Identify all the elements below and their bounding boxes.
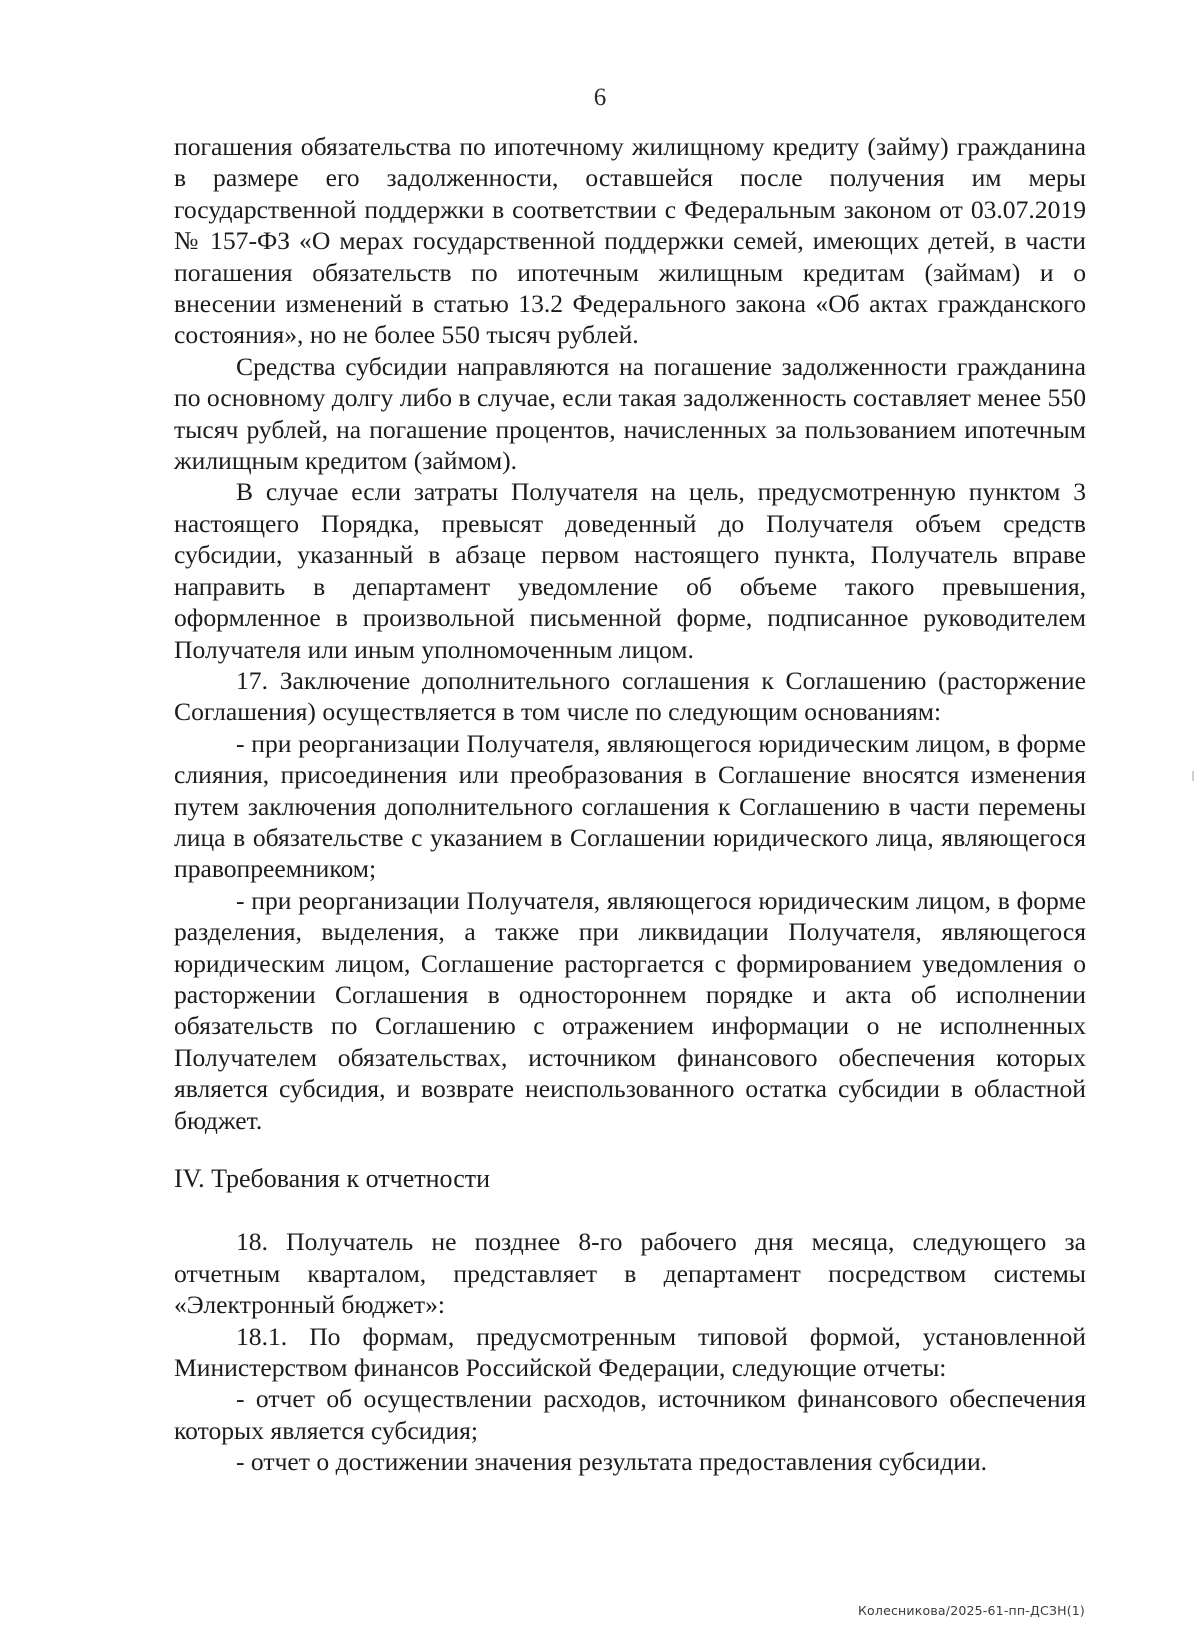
- paragraph-costs-exceed: В случае если затраты Получателя на цель, предусмотренную пунктом 3 настоящего Порядка, превысят доведенный до Получателя объем средств субсидии, указанный в абзаце первом настоящего пункта, Получатель вправе направить в департамент уведомление об объеме такого превышения, оформленное в произвольной письменной форме, подписанное руководителем Получателя или иным уполномоченным лицом.: [174, 477, 1086, 664]
- document-text: [174, 131, 1086, 1478]
- paragraph-item-18-1: 18.1. По формам, предусмотренным типовой формой, установленной Министерством финансов Российской Федерации, следующие отчеты:: [174, 1321, 1086, 1383]
- paragraph-item-18: 18. Получатель не позднее 8-го рабочего дня месяца, следующего за отчетным кварталом, представляет в департамент посредством системы «Электронный бюджет»:: [174, 1227, 1086, 1320]
- section-heading: IV. Требования к отчетности: [174, 1164, 491, 1193]
- page-number: 6: [593, 84, 607, 111]
- paragraph-item-17: 17. Заключение дополнительного соглашения к Соглашению (расторжение Соглашения) осуществляется в том числе по следующим основаниям:: [174, 665, 1086, 727]
- list-item-reorganization-merger: - при реорганизации Получателя, являющегося юридическим лицом, в форме слияния, присоединения или преобразования в Соглашение вносятся изменения путем заключения дополнительного соглашения к Соглашению в части перемены лица в обязательстве с указанием в Соглашении юридического лица, являющегося правопреемником;: [174, 728, 1086, 884]
- paragraph-continuation: погашения обязательства по ипотечному жилищному кредиту (займу) гражданина в размере его задолженности, оставшейся после получения им меры государственной поддержки в соответствии с Федеральным законом от 03.07.2019 № 157-ФЗ «О мерах государственной поддержки семей, имеющих детей, в части погашения обязательств по ипотечным жилищным кредитам (займам) и о внесении изменений в статью 13.2 Федерального закона «Об актах гражданского состояния», но не более 550 тысяч рублей.: [174, 132, 1086, 350]
- list-item-reorganization-division: - при реорганизации Получателя, являющегося юридическим лицом, в форме разделения, выделения, а также при ликвидации Получателя, являющегося юридическим лицом, Соглашение расторгается с формированием уведомления о расторжении Соглашения в одностороннем порядке и акта об исполнении обязательств по Соглашению с отражением информации о не исполненных Получателем обязательствах, источником финансового обеспечения которых является субсидия, и возврате неиспользованного остатка субсидии в областной бюджет.: [174, 885, 1086, 1135]
- list-item-result-report: - отчет о достижении значения результата предоставления субсидии.: [236, 1447, 988, 1477]
- list-item-expense-report: - отчет об осуществлении расходов, источником финансового обеспечения которых является субсидия;: [174, 1384, 1086, 1445]
- scan-artifact: [1192, 771, 1194, 781]
- footer-document-code: Колесникова/2025-61-пп-ДСЗН(1): [857, 1603, 1085, 1618]
- paragraph-subsidy-funds: Средства субсидии направляются на погашение задолженности гражданина по основному долгу либо в случае, если такая задолженность составляет менее 550 тысяч рублей, на погашение процентов, начисленных за пользованием ипотечным жилищным кредитом (займом).: [174, 351, 1086, 476]
